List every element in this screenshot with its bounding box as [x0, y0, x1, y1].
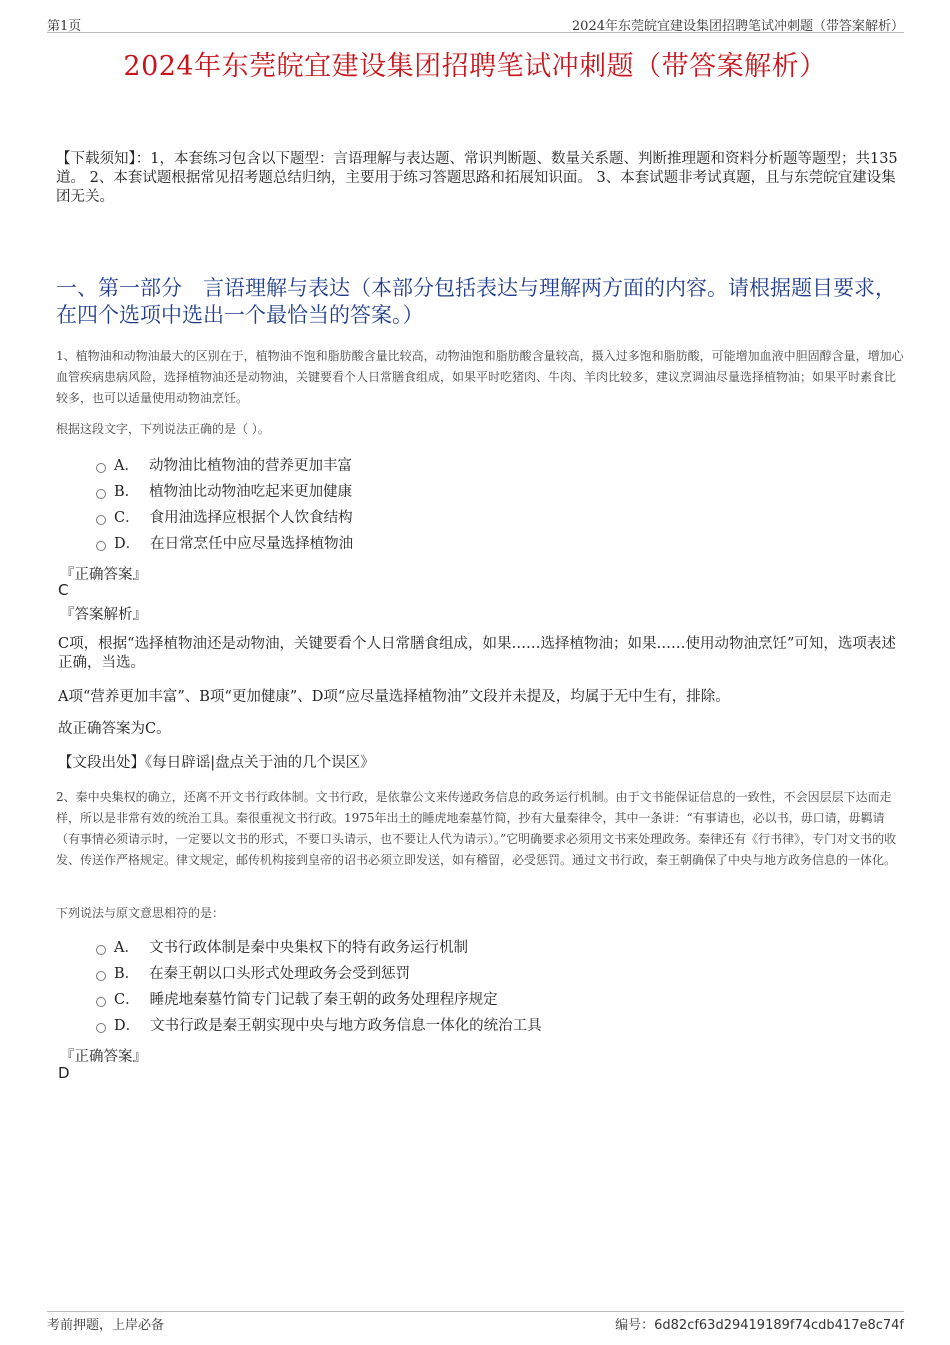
- running-title: 2024年东莞皖宜建设集团招聘笔试冲刺题（带答案解析）: [571, 19, 904, 34]
- q2-option-a[interactable]: A． 文书行政体制是秦中央集权下的特有政务运行机制: [96, 935, 542, 961]
- q2-option-c[interactable]: C． 睡虎地秦墓竹简专门记载了秦王朝的政务处理程序规定: [96, 987, 542, 1013]
- q1-source: 【文段出处】《每日辟谣|盘点关于油的几个误区》: [58, 755, 375, 771]
- q1-option-b[interactable]: B． 植物油比动物油吃起来更加健康: [96, 479, 353, 505]
- question-2-prompt: 下列说法与原文意思相符的是：: [56, 906, 225, 920]
- q1-option-d[interactable]: D． 在日常烹任中应尽量选择植物油: [96, 531, 353, 557]
- question-1-options: [96, 453, 353, 557]
- q2-option-b[interactable]: B． 在秦王朝以口头形式处理政务会受到惩罚: [96, 961, 542, 987]
- radio-icon[interactable]: [96, 997, 106, 1007]
- q2-answer: D: [58, 1064, 70, 1082]
- q1-analysis-label: 『答案解析』: [60, 607, 147, 623]
- q1-answer: C: [58, 581, 69, 599]
- section-heading: 一、第一部分 言语理解与表达（本部分包括表达与理解两方面的内容。请根据题目要求，在四个选项中选出一个最恰当的答案。）: [56, 276, 896, 327]
- download-notice: 【下载须知】：1，本套练习包含以下题型：言语理解与表达题、常识判断题、数量关系题、判断推理题和资料分析题等题型；共135道。 2、本套试题根据常见招考题总结归纳，主要用于练习答题思路和拓展知识面。 3、本套试题非考试真题，且与东莞皖宜建设集团无关。: [56, 151, 898, 205]
- q1-answer-label: 『正确答案』: [60, 567, 147, 583]
- q1-analysis-paragraph-3: 故正确答案为C。: [58, 721, 171, 737]
- radio-icon[interactable]: [96, 489, 106, 499]
- radio-icon[interactable]: [96, 463, 106, 473]
- q1-option-a[interactable]: A． 动物油比植物油的营养更加丰富: [96, 453, 353, 479]
- radio-icon[interactable]: [96, 515, 106, 525]
- radio-icon[interactable]: [96, 971, 106, 981]
- page-title: 2024年东莞皖宜建设集团招聘笔试冲刺题（带答案解析）: [123, 51, 827, 82]
- q1-analysis-paragraph-1: C项，根据“选择植物油还是动物油，关键要看个人日常膳食组成，如果……选择植物油；如果……使用动物油烹饪”可知，选项表述正确，当选。: [58, 636, 896, 671]
- q1-option-c[interactable]: C． 食用油选择应根据个人饮食结构: [96, 505, 353, 531]
- question-2-passage: 2、秦中央集权的确立，还离不开文书行政体制。文书行政，是依靠公文来传递政务信息的政务运行机制。由于文书能保证信息的一致性，不会因层层下达而走样，所以是非常有效的统治工具。秦很重视文书行政。1975年出土的睡虎地秦墓竹简，抄有大量秦律令，其中一条讲：“有事请也，必以书，毋口请，毋羁请（有事情必须请示时，一定要以文书的形式，不要口头请示，也不要让人代为请示）。”它明确要求必须用文书来处理政务。秦律还有《行书律》，专门对文书的收发、传送作严格规定。律文规定，邮传机构接到皇帝的诏书必须立即发送，如有稽留，必受惩罚。通过文书行政，秦王朝确保了中央与地方政务信息的一体化。: [56, 790, 897, 867]
- question-2-options: [96, 935, 542, 1039]
- page-number: 第1页: [47, 19, 82, 34]
- question-1-passage: 1、植物油和动物油最大的区别在于，植物油不饱和脂肪酸含量比较高，动物油饱和脂肪酸含量较高，摄入过多饱和脂肪酸，可能增加血液中胆固醇含量，增加心血管疾病患病风险，选择植物油还是动物油，关键要看个人日常膳食组成，如果平时吃猪肉、牛肉、羊肉比较多，建议烹调油尽量选择植物油；如果平时素食比较多，也可以适量使用动物油烹饪。: [56, 349, 904, 405]
- footer-slogan: 考前押题，上岸必备: [47, 1318, 165, 1333]
- radio-icon[interactable]: [96, 541, 106, 551]
- document-code: 编号：6d82cf63d29419189f74cdb417e8c74f: [615, 1318, 904, 1333]
- radio-icon[interactable]: [96, 945, 106, 955]
- q2-answer-label: 『正确答案』: [60, 1049, 147, 1065]
- q1-analysis-paragraph-2: A项“营养更加丰富”、B项“更加健康”、D项“应尽量选择植物油”文段并未提及，均属于无中生有，排除。: [58, 689, 730, 705]
- q2-option-d[interactable]: D． 文书行政是秦王朝实现中央与地方政务信息一体化的统治工具: [96, 1013, 542, 1039]
- footer-divider: [47, 1311, 904, 1312]
- question-1-prompt: 根据这段文字，下列说法正确的是（ ）。: [56, 422, 270, 436]
- radio-icon[interactable]: [96, 1023, 106, 1033]
- header-divider: [47, 32, 904, 33]
